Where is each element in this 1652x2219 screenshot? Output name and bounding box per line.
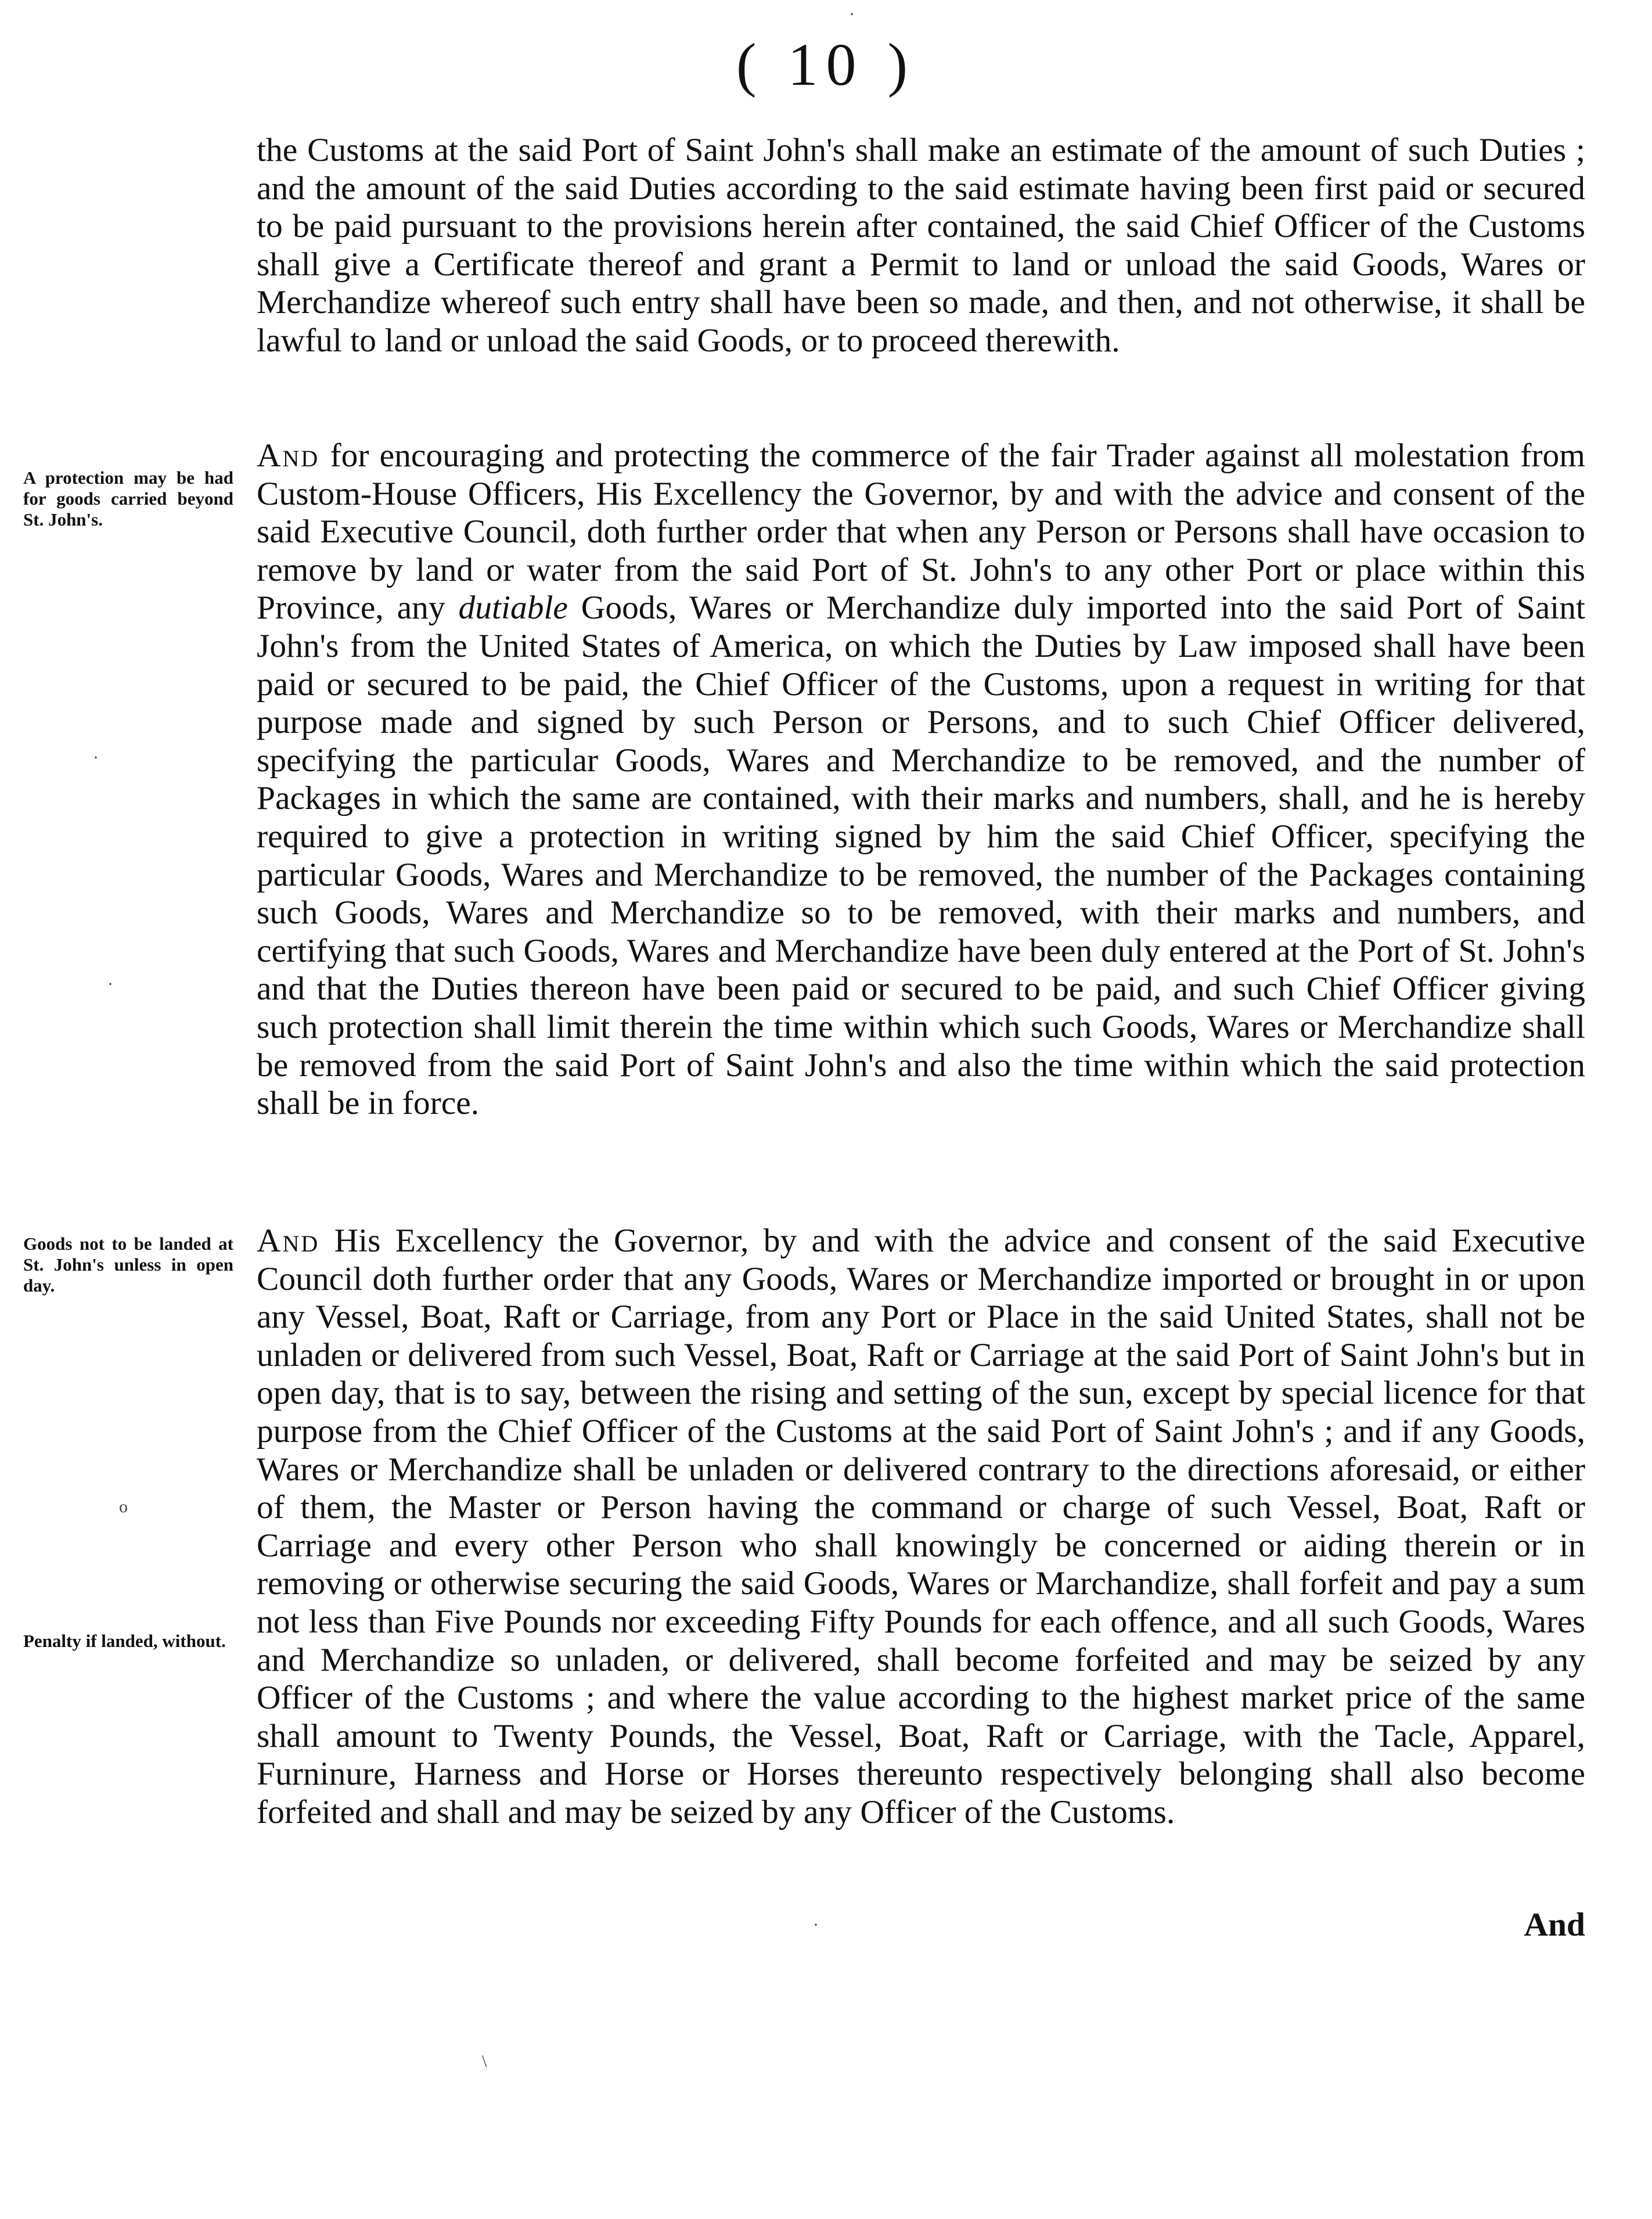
paragraph-unlading-in-open-day <box>257 1222 1585 1832</box>
paragraph-protection-for-removal <box>257 437 1585 1123</box>
paragraph-text: Goods, Wares or Merchandize duly imported into the said Port of Saint John's from the United States of America, on which the Duties by Law imposed shall have been paid or secured to be paid, the Chief Officer of the Customs, upon a request in writing for that purpose made and signed by such Person or Persons, and to such Chief Officer delivered, specifying the particular Goods, Wares and Merchandize to be removed, and the number of Packages in which the same are contained, with their marks and numbers, shall, and he is hereby required to give a protection in writing signed by him the said Chief Officer, specifying the particular Goods, Wares and Merchandize to be removed, the number of the Packages containing such Goods, Wares and Merchandize so to be removed, with their marks and numbers, and certifying that such Goods, Wares and Merchandize have been duly entered at the Port of St. John's and that the Duties thereon have been paid or secured to be paid, and such Chief Officer giving such protection shall limit therein the time within which such Goods, Wares or Merchandize shall be removed from the said Port of Saint John's and also the time within which the said protection shall be in force. <box>257 589 1585 1122</box>
italic-term: dutiable <box>458 589 568 627</box>
scan-speck: \ <box>482 2052 487 2071</box>
scan-speck: · <box>93 748 99 767</box>
scan-speck: · <box>813 1915 819 1934</box>
page-number: ( 10 ) <box>736 31 916 98</box>
paragraph-text: His Excellency the Governor, by and with the advice and consent of the said Executive Council doth further order that any Goods, Wares or Merchandize imported or brought in or upon any Vessel, Boat, Raft or Carriage, from any Port or Place in the said United States, shall not be unladen or delivered from such Vessel, Boat, Raft or Carriage at the said Port of Saint John's but in open day, that is to say, between the rising and setting of the sun, except by special licence for that purpose from the Chief Officer of the Customs at the said Port of Saint John's ; and if any Goods, Wares or Merchandize shall be unladen or delivered contrary to the directions aforesaid, or either of them, the Master or Person having the command or charge of such Vessel, Boat, Raft or Carriage and every other Person who shall knowingly be concerned or aiding therein or in removing or otherwise securing the said Goods, Wares or Marchandize, shall forfeit and pay a sum not less than Five Pounds nor exceeding Fifty Pounds for each offence, and all such Goods, Wares and Merchandize so unladen, or delivered, shall become forfeited and may be seized by any Officer of the Customs ; and where the value according to the highest market price of the same shall amount to Twenty Pounds, the Vessel, Boat, Raft or Carriage, with the Tacle, Apparel, Furninure, Harness and Horse or Horses thereunto respectively belonging shall also become forfeited and shall and may be seized by any Officer of the Customs. <box>257 1222 1585 1830</box>
scan-speck: · <box>107 974 113 994</box>
margin-note-open-day: Goods not to be landed at St. John's unless in open day. <box>23 1233 233 1296</box>
paragraph-estimate-of-duties: the Customs at the said Port of Saint John's shall make an estimate of the amount of such Duties ; and the amount of the said Duties according to the said estimate having been first paid or secured to be paid pursuant to the provisions herein after contained, the said Chief Officer of the Customs shall give a Certificate thereof and grant a Permit to land or unload the said Goods, Wares or Merchandize whereof such entry shall have been so made, and then, and not otherwise, it shall be lawful to land or unload the said Goods, or to proceed therewith. <box>257 132 1585 359</box>
paragraph-text: for encouraging and protecting the commerce of the fair Trader against all molestation from Custom-House Officers, His Excellency the Governor, by and with the advice and consent of the said Executive Council, doth further order that when any Person or Persons shall have occasion to remove by land or water from the said Port of St. John's to any other Port or place within this Province, any <box>257 437 1585 627</box>
scan-speck: · <box>849 5 855 24</box>
margin-note-protection: A protection may be had for goods carried beyond St. John's. <box>23 467 233 530</box>
paragraph-lead-word: And <box>257 437 320 474</box>
catchword: And <box>1524 1907 1585 1943</box>
margin-note-penalty: Penalty if landed, without. <box>23 1631 226 1651</box>
scan-speck: o <box>119 1497 128 1516</box>
paragraph-lead-word: And <box>257 1222 320 1259</box>
